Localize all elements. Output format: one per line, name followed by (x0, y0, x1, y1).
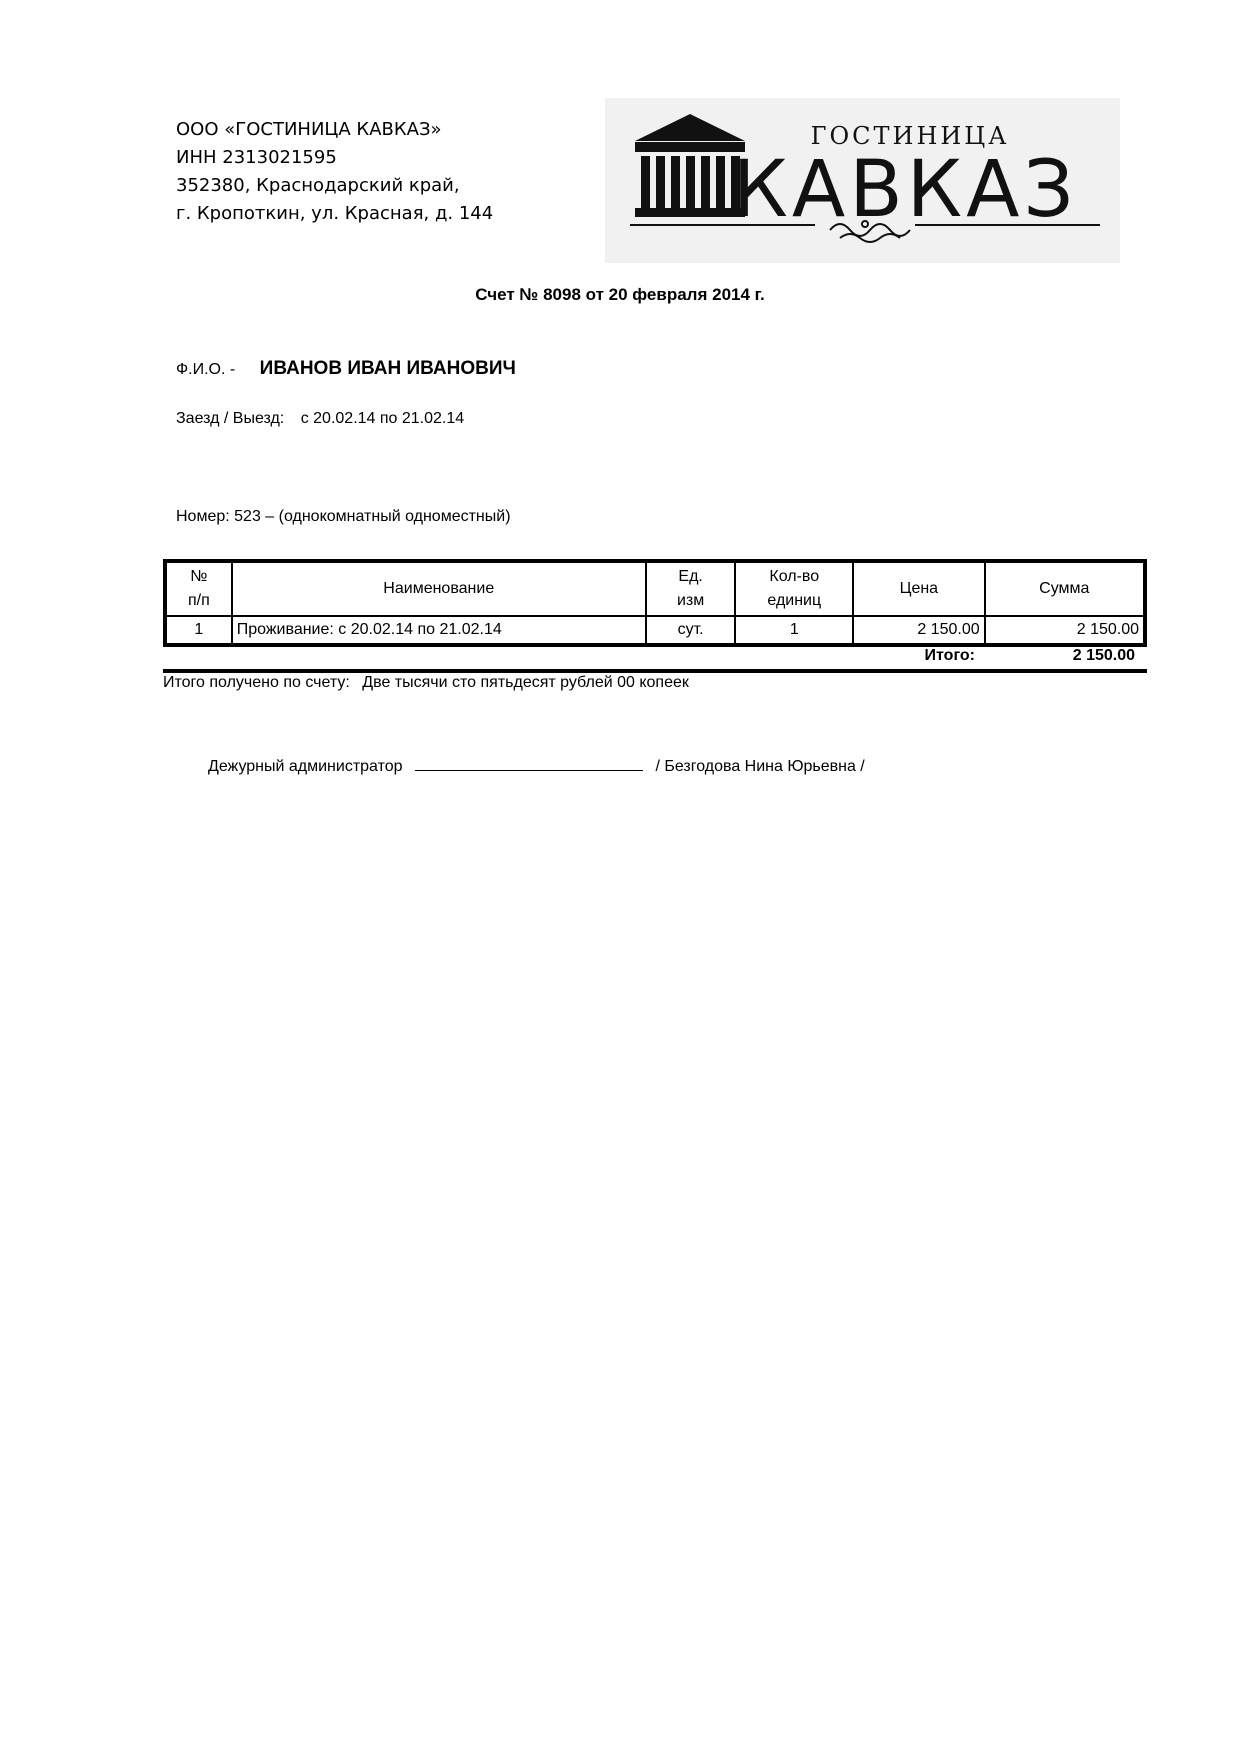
total-value: 2 150.00 (1072, 647, 1135, 664)
stay-dates (176, 410, 464, 428)
building-icon (635, 114, 745, 217)
signature-block (208, 756, 865, 776)
logo-main-text: КАВКАЗ (732, 145, 1078, 235)
row-num: 1 (165, 616, 232, 645)
fio-value: ИВАНОВ ИВАН ИВАНОВИЧ (259, 358, 516, 379)
signature-name: / Безгодова Нина Юрьевна / (655, 758, 865, 775)
logo-top-text: ГОСТИНИЦА (810, 122, 1010, 150)
row-unit: сут. (646, 616, 736, 645)
stay-label: Заезд / Выезд: (176, 410, 285, 427)
signature-role: Дежурный администратор (208, 758, 403, 775)
header-num: № п/п (165, 561, 232, 616)
row-name: Проживание: с 20.02.14 по 21.02.14 (232, 616, 646, 645)
header-unit: Ед. изм (646, 561, 736, 616)
received-amount (163, 674, 689, 692)
total-label: Итого: (924, 647, 975, 664)
received-label: Итого получено по счету: (163, 674, 350, 691)
invoice-table (163, 559, 1147, 647)
table-header-row (165, 561, 1145, 616)
header-qty: Кол-во единиц (735, 561, 853, 616)
signature-line (415, 756, 643, 771)
table-row (165, 616, 1145, 645)
header-price: Цена (853, 561, 985, 616)
company-inn: ИНН 2313021595 (176, 147, 337, 168)
hotel-logo (605, 98, 1120, 263)
invoice-title: Счет № 8098 от 20 февраля 2014 г. (475, 285, 765, 304)
guest-fio (176, 358, 516, 380)
company-name: ООО «ГОСТИНИЦА КАВКАЗ» (176, 119, 442, 140)
header-sum: Сумма (985, 561, 1145, 616)
company-details (176, 116, 493, 228)
header-name: Наименование (232, 561, 646, 616)
row-sum: 2 150.00 (985, 616, 1145, 645)
row-price: 2 150.00 (853, 616, 985, 645)
stay-value: с 20.02.14 по 21.02.14 (300, 410, 465, 427)
company-address-line1: 352380, Краснодарский край, (176, 175, 460, 196)
fio-label: Ф.И.О. - (176, 361, 236, 378)
total-row (163, 645, 1147, 673)
row-qty: 1 (735, 616, 853, 645)
received-value: Две тысячи сто пятьдесят рублей 00 копеек (362, 674, 689, 691)
room-info: Номер: 523 – (однокомнатный одноместный) (176, 508, 511, 525)
company-address-line2: г. Кропоткин, ул. Красная, д. 144 (176, 203, 494, 224)
